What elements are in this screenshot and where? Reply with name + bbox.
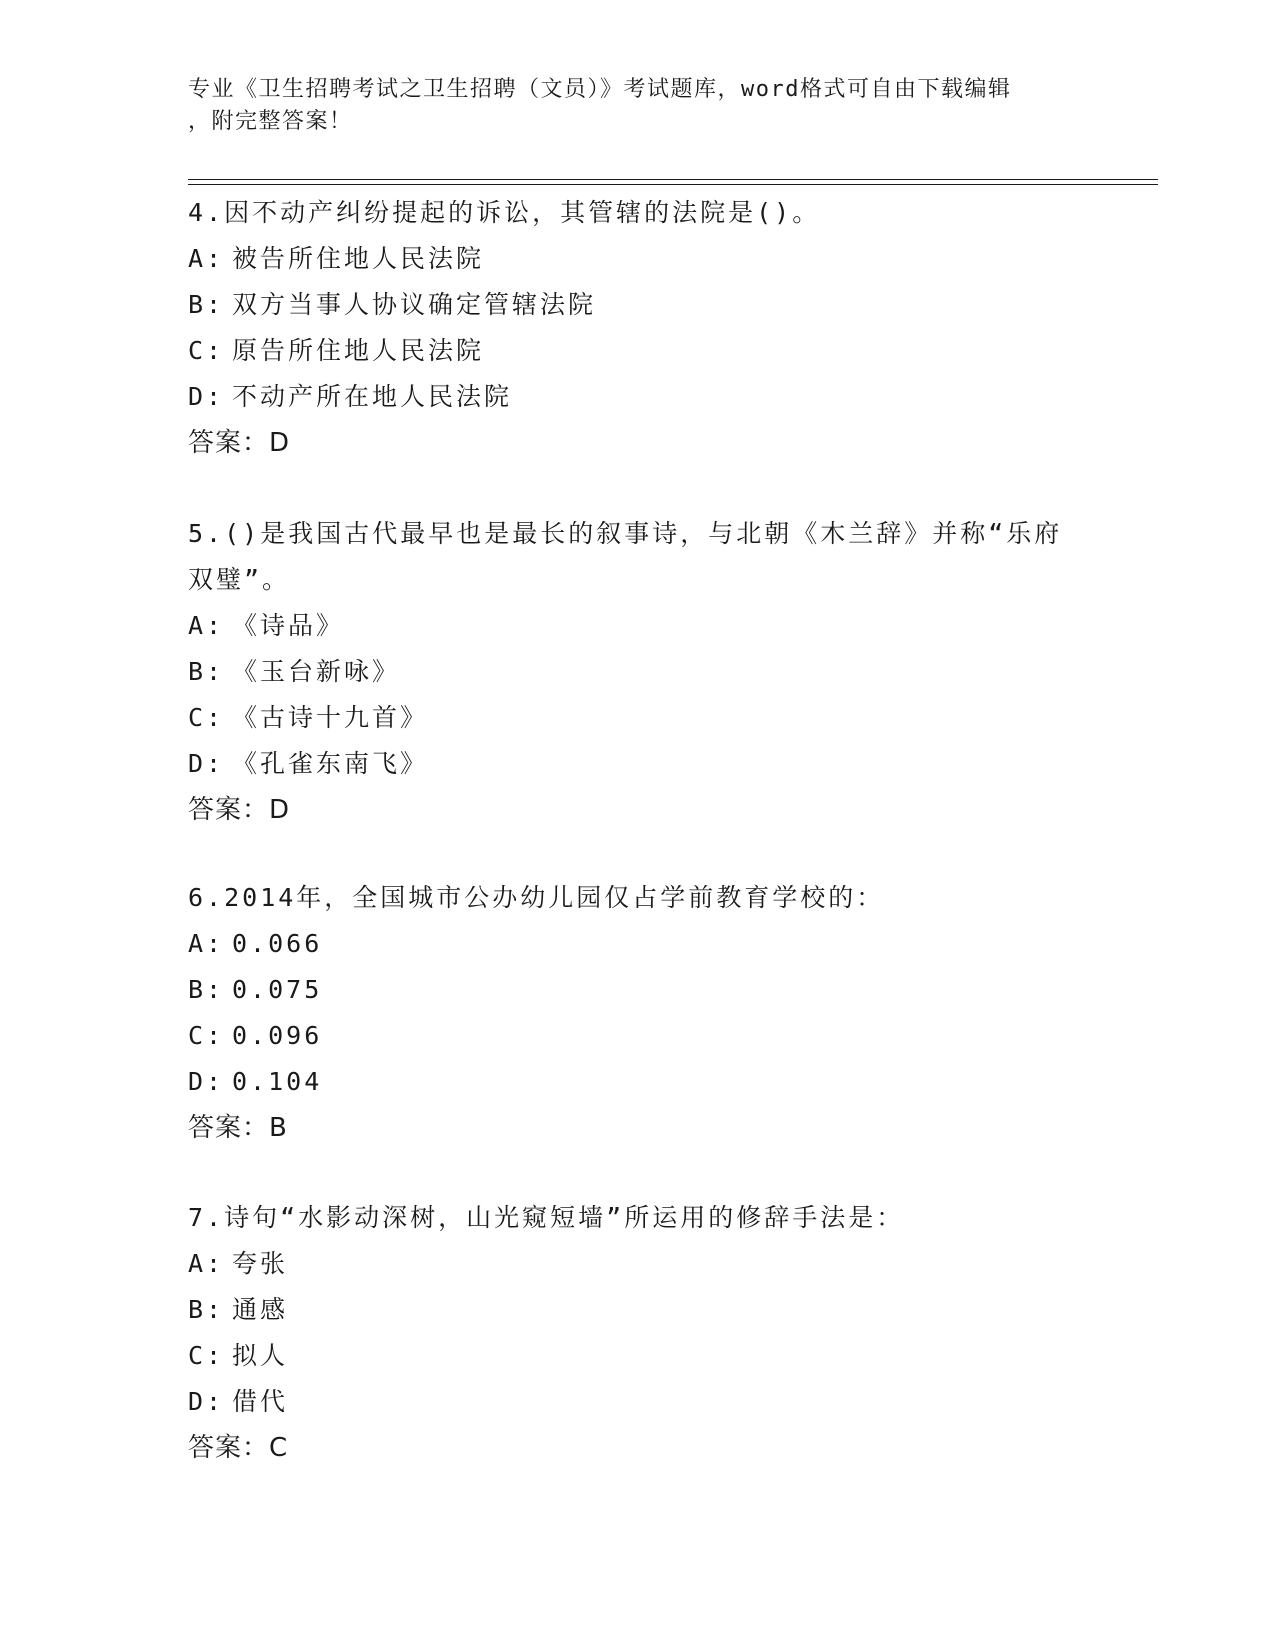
option-text: 0.096 [232,1021,323,1050]
option-a [188,1241,1078,1287]
option-text: 通感 [232,1295,289,1324]
option-letter: C: [188,703,225,732]
option-letter: D: [188,382,225,411]
option-b [188,967,1078,1013]
option-d [188,1059,1078,1105]
question-text: 7.诗句“水影动深树，山光窥短墙”所运用的修辞手法是： [188,1203,905,1232]
option-letter: C: [188,1341,225,1370]
option-text: 《孔雀东南飞》 [232,749,429,778]
option-a [188,236,1078,282]
option-text: 原告所住地人民法院 [232,336,485,365]
option-text: 《玉台新咏》 [232,657,401,686]
option-text: 0.104 [232,1067,323,1096]
question-text: 4.因不动产纠纷提起的诉讼，其管辖的法院是()。 [188,198,821,227]
option-letter: D: [188,1387,225,1416]
question-4 [188,190,1078,466]
option-letter: B: [188,1295,225,1324]
option-letter: D: [188,1067,225,1096]
option-letter: A: [188,611,225,640]
option-b [188,1287,1078,1333]
option-b [188,649,1078,695]
option-letter: A: [188,929,225,958]
option-letter: A: [188,244,225,273]
answer-line: 答案：C [188,1433,289,1463]
question-5 [188,511,1078,833]
option-c [188,1013,1078,1059]
option-d [188,1379,1078,1425]
option-text: 拟人 [232,1341,289,1370]
option-d [188,741,1078,787]
header-line-2: ，附完整答案！ [188,109,353,134]
option-text: 夸张 [232,1249,289,1278]
option-text: 0.075 [232,975,323,1004]
option-text: 《古诗十九首》 [232,703,429,732]
option-letter: C: [188,336,225,365]
question-6 [188,875,1078,1151]
option-letter: C: [188,1021,225,1050]
option-text: 借代 [232,1387,289,1416]
option-letter: D: [188,749,225,778]
question-7 [188,1195,1078,1471]
option-text: 不动产所在地人民法院 [232,382,513,411]
option-b [188,282,1078,328]
header-divider-bottom [188,184,1158,185]
header-divider-top [188,179,1158,180]
option-d [188,374,1078,420]
option-a [188,603,1078,649]
answer-line: 答案：D [188,428,291,458]
document-header [188,74,1078,138]
option-letter: A: [188,1249,225,1278]
header-line-1: 专业《卫生招聘考试之卫生招聘（文员）》考试题库，word格式可自由下载编辑 [188,77,1012,102]
option-text: 双方当事人协议确定管辖法院 [232,290,597,319]
option-c [188,695,1078,741]
answer-line: 答案：D [188,795,291,825]
option-letter: B: [188,290,225,319]
question-text: 5.()是我国古代最早也是最长的叙事诗，与北朝《木兰辞》并称“乐府双璧”。 [188,519,1063,594]
option-letter: B: [188,975,225,1004]
option-a [188,921,1078,967]
option-text: 0.066 [232,929,323,958]
option-c [188,1333,1078,1379]
option-letter: B: [188,657,225,686]
option-text: 《诗品》 [232,611,345,640]
answer-line: 答案：B [188,1113,288,1143]
option-text: 被告所住地人民法院 [232,244,485,273]
option-c [188,328,1078,374]
question-text: 6.2014年，全国城市公办幼儿园仅占学前教育学校的： [188,883,885,912]
